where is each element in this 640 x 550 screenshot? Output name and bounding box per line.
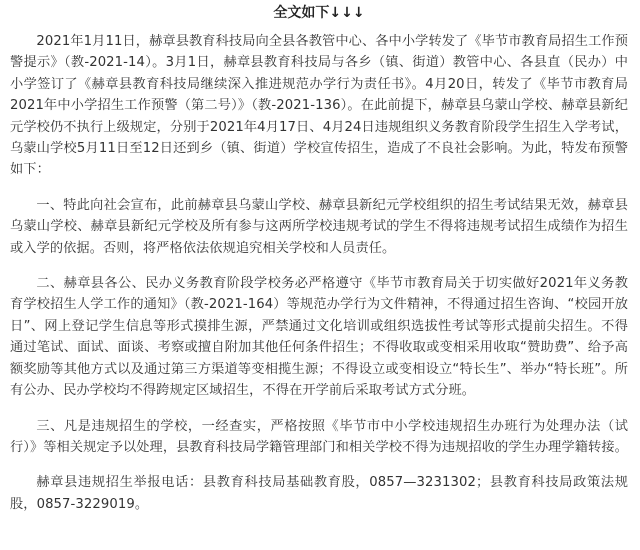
article-page: [0, 4, 640, 550]
paragraph-intro: 2021年1月11日，赫章县教育科技局向全县各教管中心、各中小学转发了《毕节市教育局招生工作预警提示》（教-2021-14）。3月1日，赫章县教育科技局与各乡（镇、街道）教管中心、各县直（民办）中小学签订了《赫章县教育科技局继续深入推进规范办学行为责任书》。4月20日，转发了《毕节市教育局2021年中小学招生工作预警（第二号）》（教-2021-136）。在此前提下，赫章县乌蒙山学校、赫章县新纪元学校仍不执行上级规定，分别于2021年4月17日、4月24日违规组织义务教育阶段学生招生入学考试，乌蒙山学校5月11日至12日还到乡（镇、街道）学校宣传招生，造成了不良社会影响。为此，特发布预警如下：: [10, 34, 628, 178]
article-heading: 全文如下↓↓↓: [273, 5, 365, 21]
paragraph-hotline: 赫章县违规招生举报电话：县教育科技局基础教育股，0857—3231302；县教育科技局政策法规股，0857-3229019。: [10, 475, 628, 512]
paragraph-item-2: 二、赫章县各公、民办义务教育阶段学校务必严格遵守《毕节市教育局关于切实做好2021年义务教育学校招生人学工作的通知》（教-2021-164）等规范办学行为文件精神，不得通过招生咨询、“校园开放日”、网上登记学生信息等形式摸排生源，严禁通过文化培训或组织选拔性考试等形式提前尖招生。不得通过笔试、面试、面谈、考察或擅自附加其他任何条件招生；不得收取或变相采用收取“赞助费”、给予高额奖励等其他方式以及通过第三方渠道等变相揽生源；不得设立或变相设立“特长生”、举办“特长班”。所有公办、民办学校均不得跨规定区域招生，不得在开学前后采取考试方式分班。: [10, 276, 628, 399]
paragraph-item-1: 一、特此向社会宣布，此前赫章县乌蒙山学校、赫章县新纪元学校组织的招生考试结果无效，赫章县乌蒙山学校、赫章县新纪元学校及所有参与这两所学校违规考试的学生不得将违规考试招生成绩作为招生或入学的依据。否则，将严格依法依规追究相关学校和人员责任。: [10, 197, 628, 256]
paragraph-item-3: 三、凡是违规招生的学校，一经查实，严格按照《毕节市中小学校违规招生办班行为处理办法（试行）》等相关规定予以处理，县教育科技局学籍管理部门和相关学校不得为违规招收的学生办理学籍转接。: [10, 418, 628, 455]
